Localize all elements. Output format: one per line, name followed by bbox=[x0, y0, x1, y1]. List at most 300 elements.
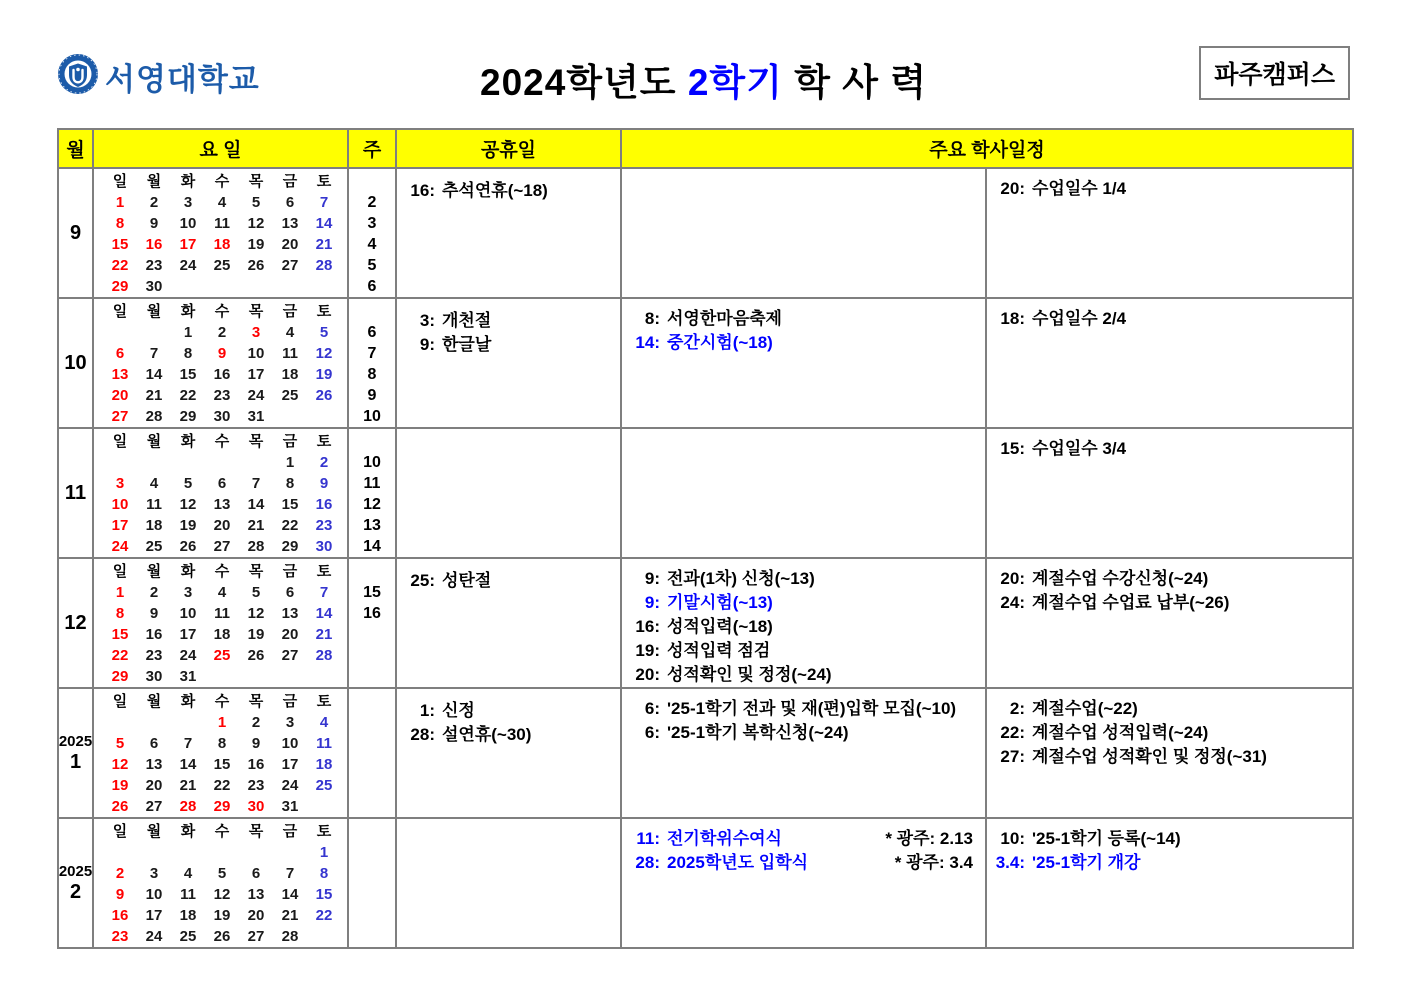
calendar-date: 7 bbox=[183, 735, 193, 752]
schedule-left-cell bbox=[622, 299, 987, 427]
day-of-week-label: 화 bbox=[180, 433, 196, 450]
calendar-date: 26 bbox=[247, 257, 265, 274]
calendar-date: 22 bbox=[179, 387, 197, 404]
calendar-date: 28 bbox=[315, 647, 333, 664]
day-of-week-label: 목 bbox=[248, 173, 264, 190]
week-number: 7 bbox=[367, 345, 377, 362]
calendar-date: 16 bbox=[145, 236, 163, 253]
event-text: 전기학위수여식 bbox=[667, 829, 782, 848]
event-text: 추석연휴(~18) bbox=[442, 181, 548, 200]
page-title bbox=[57, 52, 1350, 106]
month-year: 2025 bbox=[59, 733, 93, 750]
calendar-date: 30 bbox=[145, 278, 163, 295]
table-header-row bbox=[59, 130, 1352, 167]
event-line bbox=[626, 663, 983, 687]
calendar-date: 29 bbox=[281, 538, 299, 555]
event-line bbox=[401, 309, 618, 333]
calendar-date: 8 bbox=[285, 475, 295, 492]
event-day: 11: bbox=[636, 829, 660, 848]
calendar-date: 2 bbox=[115, 865, 125, 882]
calendar-date: 28 bbox=[315, 257, 333, 274]
calendar-date bbox=[307, 926, 341, 947]
calendar-date: 4 bbox=[149, 475, 159, 492]
event-line bbox=[626, 331, 983, 355]
month-label-cell bbox=[59, 429, 94, 557]
event-text: 수업일수 3/4 bbox=[1032, 439, 1127, 458]
calendar-date: 6 bbox=[285, 584, 295, 601]
event-text: '25-1학기 복학신청(~24) bbox=[667, 723, 849, 742]
calendar-date bbox=[273, 276, 307, 297]
calendar-date: 31 bbox=[179, 668, 197, 685]
event-day: 6: bbox=[644, 723, 660, 742]
calendar-date bbox=[103, 322, 137, 343]
calendar-date: 21 bbox=[179, 777, 197, 794]
schedule-right-cell bbox=[987, 559, 1352, 687]
month-label-cell bbox=[59, 689, 94, 817]
calendar-date bbox=[103, 712, 137, 733]
calendar-date: 5 bbox=[319, 324, 329, 341]
event-day: 9: bbox=[419, 335, 435, 354]
mini-calendar-grid bbox=[103, 691, 347, 817]
event-line bbox=[626, 851, 983, 875]
event-day: 25: bbox=[410, 571, 435, 590]
schedule-right-cell bbox=[987, 299, 1352, 427]
month-row bbox=[59, 817, 1352, 947]
calendar-date: 6 bbox=[285, 194, 295, 211]
calendar-date bbox=[103, 452, 137, 473]
schedule-right-cell bbox=[987, 169, 1352, 297]
calendar-date bbox=[239, 276, 273, 297]
calendar-date: 20 bbox=[247, 907, 265, 924]
calendar-date: 30 bbox=[145, 668, 163, 685]
month-number: 12 bbox=[64, 612, 87, 634]
calendar-date: 3 bbox=[285, 714, 295, 731]
calendar-date: 13 bbox=[213, 496, 231, 513]
day-of-week-label: 일 bbox=[112, 563, 128, 580]
event-text: 한글날 bbox=[442, 335, 492, 354]
calendar-date: 23 bbox=[315, 517, 333, 534]
event-day: 10: bbox=[1000, 829, 1025, 848]
calendar-date: 2 bbox=[251, 714, 261, 731]
day-of-week-label: 금 bbox=[282, 563, 298, 580]
event-day: 18: bbox=[1000, 309, 1025, 328]
month-row bbox=[59, 297, 1352, 427]
calendar-date: 24 bbox=[179, 257, 197, 274]
calendar-date: 12 bbox=[247, 215, 265, 232]
calendar-date: 19 bbox=[247, 236, 265, 253]
week-number: 13 bbox=[363, 517, 381, 534]
event-text: 기말시험(~13) bbox=[667, 593, 773, 612]
event-day: 15: bbox=[1000, 439, 1025, 458]
calendar-date bbox=[205, 452, 239, 473]
calendar-date: 11 bbox=[146, 496, 162, 513]
day-of-week-label: 토 bbox=[316, 823, 332, 840]
event-text: 계절수업 성적확인 및 정정(~31) bbox=[1032, 747, 1267, 766]
event-text: 2025학년도 입학식 bbox=[667, 853, 809, 872]
calendar-date: 20 bbox=[281, 626, 299, 643]
schedule-right-cell bbox=[987, 819, 1352, 947]
month-row bbox=[59, 687, 1352, 817]
calendar-date bbox=[137, 452, 171, 473]
mini-calendar bbox=[94, 819, 349, 947]
month-row bbox=[59, 557, 1352, 687]
calendar-date: 15 bbox=[281, 496, 299, 513]
event-line bbox=[991, 745, 1350, 769]
calendar-date: 16 bbox=[213, 366, 231, 383]
day-of-week-label: 수 bbox=[214, 433, 230, 450]
calendar-date: 23 bbox=[111, 928, 129, 945]
column-header-month: 월 bbox=[59, 130, 94, 167]
event-day: 22: bbox=[1000, 723, 1025, 742]
calendar-date: 19 bbox=[179, 517, 197, 534]
calendar-date bbox=[239, 452, 273, 473]
calendar-date: 18 bbox=[213, 626, 231, 643]
calendar-date: 28 bbox=[145, 408, 163, 425]
event-line bbox=[991, 827, 1350, 851]
calendar-date: 2 bbox=[319, 454, 329, 471]
event-line bbox=[401, 699, 618, 723]
mini-calendar bbox=[94, 689, 349, 817]
calendar-date: 8 bbox=[115, 605, 125, 622]
calendar-date: 14 bbox=[247, 496, 265, 513]
calendar-date: 26 bbox=[247, 647, 265, 664]
calendar-date: 22 bbox=[213, 777, 231, 794]
calendar-date: 24 bbox=[179, 647, 197, 664]
mini-calendar-grid bbox=[103, 821, 347, 947]
calendar-date bbox=[171, 452, 205, 473]
calendar-date bbox=[205, 842, 239, 863]
day-of-week-label: 토 bbox=[316, 173, 332, 190]
calendar-date: 25 bbox=[179, 928, 197, 945]
calendar-date bbox=[137, 842, 171, 863]
day-of-week-label: 금 bbox=[282, 823, 298, 840]
calendar-date: 3 bbox=[115, 475, 125, 492]
calendar-date: 27 bbox=[145, 798, 163, 815]
calendar-date: 24 bbox=[281, 777, 299, 794]
day-of-week-label: 목 bbox=[248, 693, 264, 710]
calendar-date bbox=[273, 406, 307, 427]
event-text: 성적입력(~18) bbox=[667, 617, 773, 636]
calendar-date: 3 bbox=[251, 324, 261, 341]
mini-calendar-grid bbox=[103, 171, 347, 297]
calendar-date bbox=[103, 842, 137, 863]
title-text: 학 사 력 bbox=[794, 62, 927, 103]
calendar-date: 26 bbox=[315, 387, 333, 404]
calendar-date bbox=[205, 666, 239, 687]
calendar-date: 30 bbox=[213, 408, 231, 425]
event-text: 중간시험(~18) bbox=[667, 333, 773, 352]
calendar-date: 6 bbox=[149, 735, 159, 752]
calendar-date: 27 bbox=[281, 647, 299, 664]
calendar-date: 20 bbox=[111, 387, 129, 404]
holiday-cell bbox=[397, 299, 622, 427]
calendar-date bbox=[307, 666, 341, 687]
event-text: 계절수업 수강신청(~24) bbox=[1032, 569, 1209, 588]
calendar-date: 26 bbox=[179, 538, 197, 555]
calendar-date: 1 bbox=[183, 324, 193, 341]
calendar-date: 1 bbox=[115, 584, 125, 601]
day-of-week-label: 목 bbox=[248, 563, 264, 580]
calendar-date bbox=[307, 796, 341, 817]
calendar-date: 5 bbox=[183, 475, 193, 492]
event-line bbox=[626, 721, 983, 745]
calendar-date: 14 bbox=[179, 756, 197, 773]
week-number: 16 bbox=[363, 605, 381, 622]
calendar-date: 16 bbox=[145, 626, 163, 643]
calendar-date: 7 bbox=[251, 475, 261, 492]
day-of-week-label: 일 bbox=[112, 173, 128, 190]
calendar-date: 21 bbox=[145, 387, 163, 404]
calendar-date bbox=[273, 666, 307, 687]
schedule-left-cell bbox=[622, 559, 987, 687]
schedule-left-cell bbox=[622, 429, 987, 557]
day-of-week-label: 월 bbox=[146, 823, 162, 840]
calendar-date: 10 bbox=[281, 735, 299, 752]
calendar-date: 20 bbox=[281, 236, 299, 253]
calendar-date: 13 bbox=[281, 215, 299, 232]
day-of-week-label: 토 bbox=[316, 563, 332, 580]
schedule-right-cell bbox=[987, 689, 1352, 817]
calendar-date: 11 bbox=[180, 886, 196, 903]
calendar-date: 4 bbox=[183, 865, 193, 882]
event-day: 19: bbox=[635, 641, 660, 660]
calendar-date: 21 bbox=[281, 907, 299, 924]
month-label-cell bbox=[59, 299, 94, 427]
week-number: 15 bbox=[363, 584, 381, 601]
day-of-week-label: 일 bbox=[112, 433, 128, 450]
calendar-date: 31 bbox=[247, 408, 265, 425]
calendar-date: 9 bbox=[251, 735, 261, 752]
calendar-date: 5 bbox=[217, 865, 227, 882]
calendar-date: 9 bbox=[319, 475, 329, 492]
event-line bbox=[991, 437, 1350, 461]
event-text: 계절수업 수업료 납부(~26) bbox=[1032, 593, 1230, 612]
calendar-date: 17 bbox=[247, 366, 265, 383]
calendar-date: 18 bbox=[315, 756, 333, 773]
holiday-cell bbox=[397, 559, 622, 687]
event-text: 성탄절 bbox=[442, 571, 492, 590]
calendar-date: 18 bbox=[213, 236, 231, 253]
month-row bbox=[59, 427, 1352, 557]
day-of-week-label: 토 bbox=[316, 433, 332, 450]
event-day: 1: bbox=[419, 701, 435, 720]
calendar-date: 27 bbox=[111, 408, 129, 425]
event-day: 28: bbox=[635, 853, 660, 872]
calendar-date: 20 bbox=[213, 517, 231, 534]
calendar-date: 27 bbox=[281, 257, 299, 274]
calendar-date: 17 bbox=[145, 907, 163, 924]
calendar-date: 30 bbox=[247, 798, 265, 815]
event-day: 9: bbox=[644, 593, 660, 612]
calendar-date: 15 bbox=[111, 626, 129, 643]
week-number: 11 bbox=[363, 475, 381, 492]
calendar-date: 18 bbox=[145, 517, 163, 534]
event-line bbox=[626, 639, 983, 663]
calendar-date: 1 bbox=[217, 714, 227, 731]
calendar-date: 4 bbox=[285, 324, 295, 341]
event-line bbox=[401, 333, 618, 357]
calendar-date: 12 bbox=[247, 605, 265, 622]
calendar-date: 16 bbox=[111, 907, 129, 924]
day-of-week-label: 일 bbox=[112, 693, 128, 710]
calendar-date: 9 bbox=[115, 886, 125, 903]
calendar-date: 7 bbox=[319, 194, 329, 211]
calendar-date: 23 bbox=[145, 257, 163, 274]
day-of-week-label: 월 bbox=[146, 693, 162, 710]
month-year: 2025 bbox=[59, 863, 93, 880]
calendar-date: 5 bbox=[251, 584, 261, 601]
day-of-week-label: 화 bbox=[180, 693, 196, 710]
calendar-date: 19 bbox=[213, 907, 231, 924]
week-number: 2 bbox=[367, 194, 377, 211]
event-line bbox=[991, 591, 1350, 615]
event-line bbox=[991, 177, 1350, 201]
day-of-week-label: 월 bbox=[146, 173, 162, 190]
holiday-cell bbox=[397, 429, 622, 557]
event-note: * 광주: 3.4 bbox=[894, 853, 973, 872]
event-text: 수업일수 1/4 bbox=[1032, 179, 1127, 198]
calendar-date: 15 bbox=[111, 236, 129, 253]
event-line bbox=[991, 721, 1350, 745]
mini-calendar bbox=[94, 559, 349, 687]
title-year: 2024학년도 bbox=[480, 62, 677, 103]
calendar-date: 24 bbox=[247, 387, 265, 404]
calendar-date: 11 bbox=[214, 605, 230, 622]
day-of-week-label: 화 bbox=[180, 303, 196, 320]
calendar-date: 25 bbox=[145, 538, 163, 555]
calendar-date: 19 bbox=[247, 626, 265, 643]
calendar-date bbox=[171, 276, 205, 297]
calendar-date: 17 bbox=[111, 517, 129, 534]
calendar-date bbox=[137, 322, 171, 343]
week-number: 14 bbox=[363, 538, 381, 555]
event-day: 9: bbox=[644, 569, 660, 588]
week-number: 8 bbox=[367, 366, 377, 383]
calendar-date: 2 bbox=[149, 584, 159, 601]
calendar-date: 22 bbox=[315, 907, 333, 924]
calendar-date: 6 bbox=[251, 865, 261, 882]
schedule-left-cell bbox=[622, 689, 987, 817]
event-day: 24: bbox=[1000, 593, 1025, 612]
day-of-week-label: 화 bbox=[180, 173, 196, 190]
calendar-date: 5 bbox=[251, 194, 261, 211]
calendar-date: 3 bbox=[183, 584, 193, 601]
event-line bbox=[401, 723, 618, 747]
event-line bbox=[626, 307, 983, 331]
month-label-cell bbox=[59, 559, 94, 687]
page-header bbox=[57, 44, 1350, 106]
month-number: 2 bbox=[69, 881, 82, 903]
event-text: 전과(1차) 신청(~13) bbox=[667, 569, 815, 588]
title-semester: 2학기 bbox=[687, 62, 783, 103]
calendar-date: 23 bbox=[145, 647, 163, 664]
calendar-date: 28 bbox=[281, 928, 299, 945]
day-of-week-label: 일 bbox=[112, 823, 128, 840]
calendar-date: 6 bbox=[115, 345, 125, 362]
university-name: 서영대학교 bbox=[105, 61, 260, 97]
calendar-date: 1 bbox=[319, 844, 329, 861]
calendar-date: 11 bbox=[214, 215, 230, 232]
calendar-date: 27 bbox=[213, 538, 231, 555]
event-text: 성적확인 및 정정(~24) bbox=[667, 665, 832, 684]
calendar-date: 28 bbox=[247, 538, 265, 555]
week-number: 5 bbox=[367, 257, 377, 274]
event-line bbox=[401, 179, 618, 203]
calendar-date: 18 bbox=[179, 907, 197, 924]
calendar-date: 7 bbox=[285, 865, 295, 882]
calendar-date: 2 bbox=[149, 194, 159, 211]
calendar-date: 14 bbox=[315, 215, 333, 232]
academic-calendar-table bbox=[57, 128, 1354, 949]
week-number: 3 bbox=[367, 215, 377, 232]
calendar-date: 29 bbox=[213, 798, 231, 815]
mini-calendar bbox=[94, 169, 349, 297]
calendar-date: 28 bbox=[179, 798, 197, 815]
column-header-week: 주 bbox=[349, 130, 397, 167]
calendar-date: 10 bbox=[179, 605, 197, 622]
schedule-left-cell bbox=[622, 169, 987, 297]
event-text: 성적입력 점검 bbox=[667, 641, 771, 660]
event-text: 신정 bbox=[442, 701, 475, 720]
event-day: 20: bbox=[635, 665, 660, 684]
day-of-week-label: 금 bbox=[282, 173, 298, 190]
event-day: 14: bbox=[635, 333, 660, 352]
calendar-date: 8 bbox=[319, 865, 329, 882]
calendar-date: 3 bbox=[183, 194, 193, 211]
calendar-date: 8 bbox=[217, 735, 227, 752]
day-of-week-label: 수 bbox=[214, 303, 230, 320]
mini-calendar-grid bbox=[103, 301, 347, 427]
month-number: 11 bbox=[64, 482, 87, 504]
calendar-date: 22 bbox=[111, 257, 129, 274]
day-of-week-label: 수 bbox=[214, 693, 230, 710]
calendar-date bbox=[137, 712, 171, 733]
week-numbers-cell bbox=[349, 299, 397, 427]
calendar-date bbox=[239, 842, 273, 863]
week-numbers-cell bbox=[349, 689, 397, 817]
calendar-date: 10 bbox=[111, 496, 129, 513]
column-header-days: 요 일 bbox=[94, 130, 349, 167]
calendar-date: 19 bbox=[111, 777, 129, 794]
campus-badge: 파주캠퍼스 bbox=[1199, 46, 1350, 100]
event-day: 16: bbox=[410, 181, 435, 200]
calendar-date: 3 bbox=[149, 865, 159, 882]
calendar-rows bbox=[59, 167, 1352, 947]
day-of-week-label: 금 bbox=[282, 303, 298, 320]
event-day: 3: bbox=[419, 311, 435, 330]
day-of-week-label: 월 bbox=[146, 563, 162, 580]
calendar-date: 10 bbox=[179, 215, 197, 232]
calendar-date: 1 bbox=[115, 194, 125, 211]
calendar-date: 1 bbox=[285, 454, 295, 471]
event-text: '25-1학기 전과 및 재(편)입학 모집(~10) bbox=[667, 699, 957, 718]
calendar-date: 12 bbox=[213, 886, 231, 903]
mini-calendar-grid bbox=[103, 561, 347, 687]
calendar-date: 24 bbox=[145, 928, 163, 945]
day-of-week-label: 화 bbox=[180, 823, 196, 840]
calendar-date: 11 bbox=[316, 735, 332, 752]
week-numbers-cell bbox=[349, 429, 397, 557]
day-of-week-label: 토 bbox=[316, 693, 332, 710]
calendar-date: 21 bbox=[315, 626, 333, 643]
day-of-week-label: 월 bbox=[146, 303, 162, 320]
event-text: '25-1학기 개강 bbox=[1032, 853, 1141, 872]
calendar-date: 13 bbox=[281, 605, 299, 622]
calendar-date: 16 bbox=[247, 756, 265, 773]
calendar-date: 4 bbox=[217, 584, 227, 601]
holiday-cell bbox=[397, 689, 622, 817]
calendar-date: 24 bbox=[111, 538, 129, 555]
